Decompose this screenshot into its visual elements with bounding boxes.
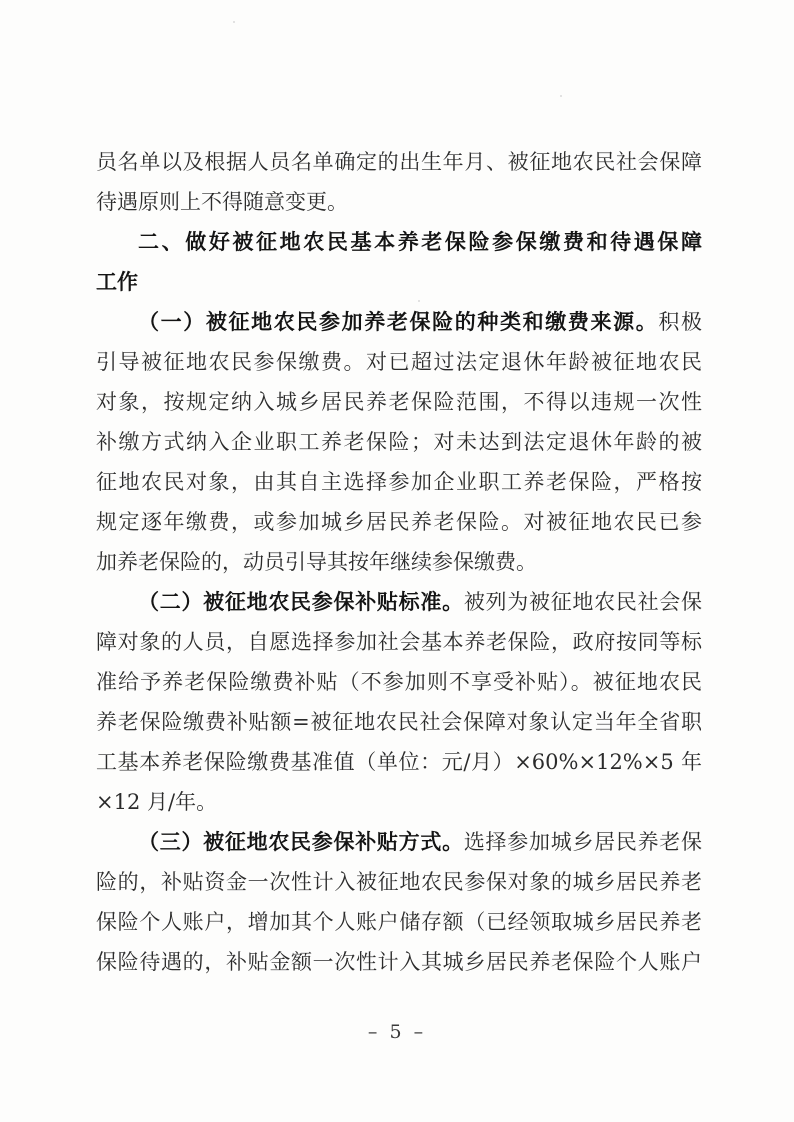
body-text: 加养老保险的，动员引导其按年继续参保缴费。 — [96, 550, 537, 574]
text-line — [96, 422, 702, 462]
text-line — [96, 302, 702, 342]
page-number: – 5 – — [367, 1021, 427, 1043]
scan-noise-speck — [560, 95, 562, 97]
heading-text: （三）被征地农民参保补贴方式。 — [138, 829, 464, 854]
text-line — [96, 902, 702, 942]
body-text: 险的，补贴资金一次性计入被征地农民参保对象的城乡居民养老 — [96, 870, 702, 894]
text-line — [96, 782, 702, 822]
text-line — [96, 942, 702, 982]
body-text: 被列为被征地农民社会保 — [463, 590, 703, 614]
text-line — [96, 822, 702, 862]
body-text: 规定逐年缴费，或参加城乡居民养老保险。对被征地农民已参 — [96, 510, 702, 534]
body-text: 障对象的人员，自愿选择参加社会基本养老保险，政府按同等标 — [96, 630, 702, 654]
scan-noise-speck — [233, 21, 235, 23]
text-line — [96, 262, 702, 302]
text-line — [96, 542, 702, 582]
text-line — [96, 182, 702, 222]
text-line — [96, 342, 702, 382]
document-lines — [96, 142, 702, 982]
body-text: ×12 月/年。 — [96, 790, 218, 814]
heading-text: （一）被征地农民参加养老保险的种类和缴费来源。 — [138, 309, 659, 334]
heading-text: （二）被征地农民参保补贴标准。 — [138, 589, 464, 614]
text-line — [96, 142, 702, 182]
body-text: 养老保险缴费补贴额=被征地农民社会保障对象认定当年全省职 — [96, 710, 702, 734]
body-text: 选择参加城乡居民养老保 — [463, 830, 703, 854]
text-line — [96, 382, 702, 422]
text-line — [96, 502, 702, 542]
body-text: 征地农民对象，由其自主选择参加企业职工养老保险，严格按 — [96, 470, 702, 494]
body-text: 对象，按规定纳入城乡居民养老保险范围，不得以违规一次性 — [96, 390, 702, 414]
body-text: 工基本养老保险缴费基准值（单位：元/月）×60%×12%×5 年 — [96, 750, 702, 774]
text-line — [96, 702, 702, 742]
heading-text: 二、做好被征地农民基本养老保险参保缴费和待遇保障 — [138, 229, 702, 254]
body-text: 积极 — [658, 310, 702, 334]
text-line — [96, 582, 702, 622]
heading-text: 工作 — [96, 269, 138, 294]
text-line — [96, 742, 702, 782]
body-text: 保险待遇的，补贴金额一次性计入其城乡居民养老保险个人账户 — [96, 950, 702, 974]
body-text: 准给予养老保险缴费补贴（不参加则不享受补贴）。被征地农民 — [96, 670, 702, 694]
document-body — [96, 142, 702, 982]
body-text: 补缴方式纳入企业职工养老保险；对未达到法定退休年龄的被 — [96, 430, 702, 454]
text-line — [96, 622, 702, 662]
text-line — [96, 862, 702, 902]
text-line — [96, 222, 702, 262]
text-line — [96, 662, 702, 702]
body-text: 员名单以及根据人员名单确定的出生年月、被征地农民社会保障 — [96, 150, 702, 174]
body-text: 引导被征地农民参保缴费。对已超过法定退休年龄被征地农民 — [96, 350, 702, 374]
text-line — [96, 462, 702, 502]
body-text: 保险个人账户，增加其个人账户储存额（已经领取城乡居民养老 — [96, 910, 702, 934]
body-text: 待遇原则上不得随意变更。 — [96, 190, 348, 214]
